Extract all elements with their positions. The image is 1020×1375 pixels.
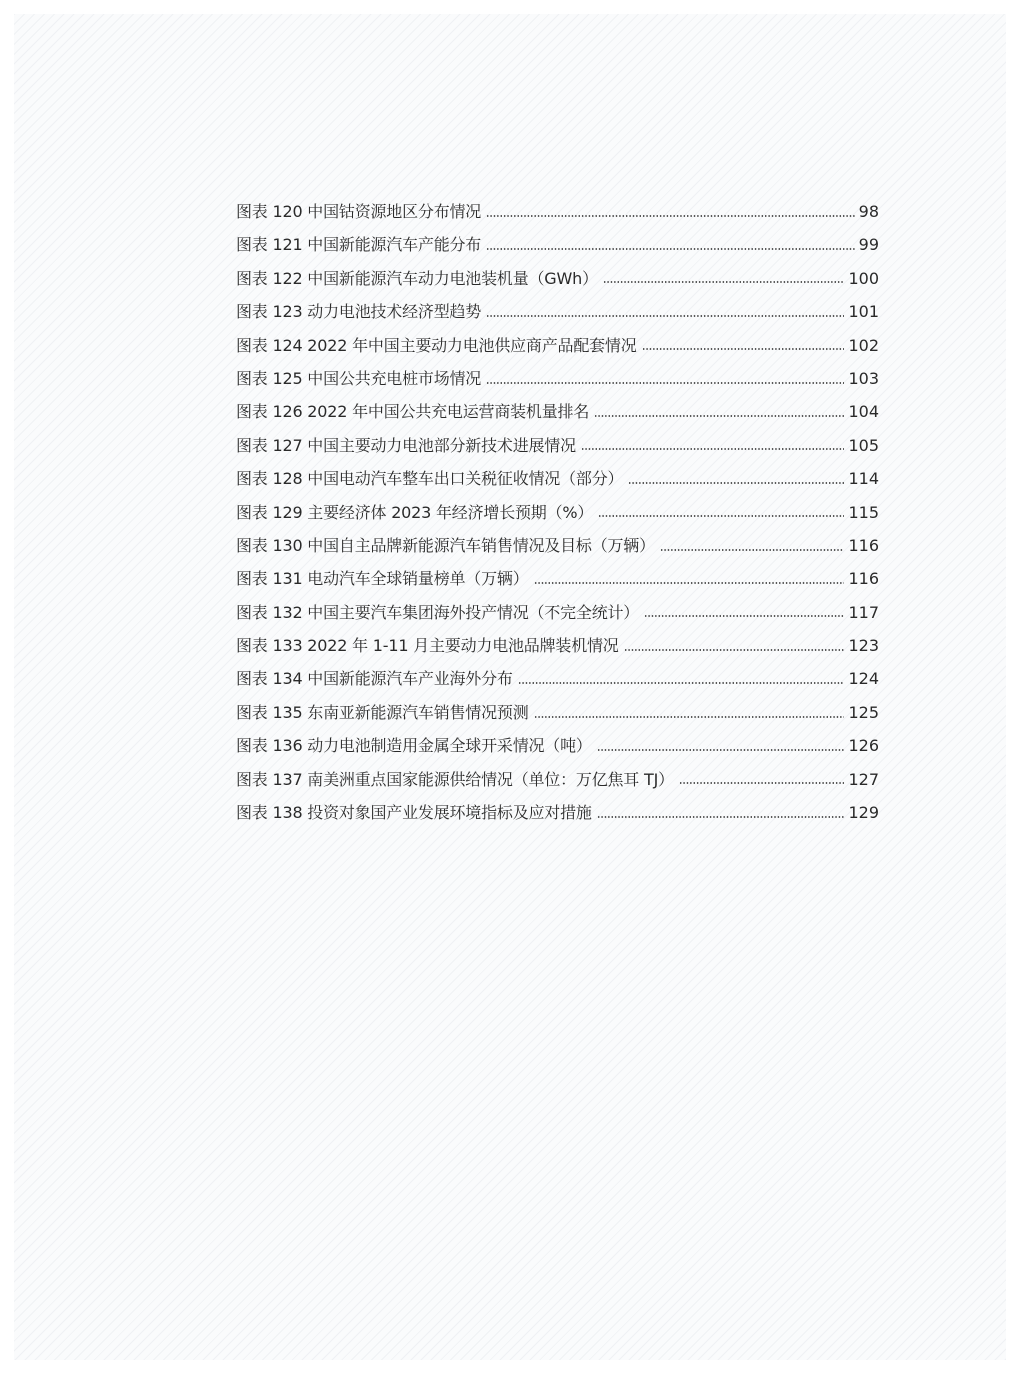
toc-entry[interactable] xyxy=(236,265,879,298)
toc-entry-label: 图表 127 中国主要动力电池部分新技术进展情况 xyxy=(236,435,576,455)
toc-leader-dots xyxy=(486,315,844,317)
toc-entry[interactable] xyxy=(236,699,879,732)
toc-entry-page: 114 xyxy=(848,469,879,489)
toc-leader-dots xyxy=(534,716,845,718)
toc-entry-page: 123 xyxy=(848,636,879,656)
toc-entry-label: 图表 132 中国主要汽车集团海外投产情况（不完全统计） xyxy=(236,602,640,622)
figure-index-list xyxy=(236,198,879,832)
toc-entry[interactable] xyxy=(236,231,879,264)
toc-leader-dots xyxy=(581,448,845,450)
toc-entry-label: 图表 129 主要经济体 2023 年经济增长预期（%） xyxy=(236,502,594,522)
toc-entry[interactable] xyxy=(236,465,879,498)
toc-entry[interactable] xyxy=(236,732,879,765)
toc-leader-dots xyxy=(660,549,845,551)
toc-leader-dots xyxy=(486,248,855,250)
toc-entry-page: 103 xyxy=(848,368,879,388)
toc-entry[interactable] xyxy=(236,632,879,665)
toc-entry-page: 126 xyxy=(848,736,879,756)
toc-leader-dots xyxy=(597,816,845,818)
toc-leader-dots xyxy=(624,649,845,651)
toc-entry[interactable] xyxy=(236,432,879,465)
toc-entry-page: 117 xyxy=(848,602,879,622)
toc-entry[interactable] xyxy=(236,766,879,799)
toc-leader-dots xyxy=(534,582,845,584)
toc-leader-dots xyxy=(518,682,845,684)
toc-entry-page: 129 xyxy=(848,803,879,823)
toc-entry[interactable] xyxy=(236,298,879,331)
toc-entry[interactable] xyxy=(236,398,879,431)
toc-entry-page: 127 xyxy=(848,769,879,789)
toc-entry-label: 图表 138 投资对象国产业发展环境指标及应对措施 xyxy=(236,803,592,823)
toc-entry-page: 98 xyxy=(858,202,879,221)
toc-entry-page: 115 xyxy=(848,502,879,522)
toc-entry-label: 图表 135 东南亚新能源汽车销售情况预测 xyxy=(236,702,529,722)
toc-entry-label: 图表 131 电动汽车全球销量榜单（万辆） xyxy=(236,569,529,589)
toc-entry[interactable] xyxy=(236,365,879,398)
toc-entry-page: 105 xyxy=(848,435,879,455)
toc-entry-label: 图表 136 动力电池制造用金属全球开采情况（吨） xyxy=(236,736,592,756)
toc-entry[interactable] xyxy=(236,599,879,632)
toc-entry-label: 图表 133 2022 年 1-11 月主要动力电池品牌装机情况 xyxy=(236,636,619,656)
toc-entry[interactable] xyxy=(236,499,879,532)
toc-leader-dots xyxy=(597,749,845,751)
toc-entry-page: 116 xyxy=(848,569,879,589)
toc-entry[interactable] xyxy=(236,565,879,598)
toc-entry-label: 图表 134 中国新能源汽车产业海外分布 xyxy=(236,669,513,689)
toc-entry-page: 99 xyxy=(858,235,879,255)
toc-entry-page: 116 xyxy=(848,535,879,555)
toc-leader-dots xyxy=(642,348,845,350)
toc-entry-page: 101 xyxy=(848,302,879,322)
toc-entry-label: 图表 137 南美洲重点国家能源供给情况（单位：万亿焦耳 TJ） xyxy=(236,769,674,789)
toc-entry-label: 图表 130 中国自主品牌新能源汽车销售情况及目标（万辆） xyxy=(236,535,655,555)
toc-entry-page: 102 xyxy=(848,335,879,355)
toc-entry[interactable] xyxy=(236,198,879,231)
toc-entry[interactable] xyxy=(236,799,879,832)
toc-entry-label: 图表 120 中国钴资源地区分布情况 xyxy=(236,202,482,221)
toc-leader-dots xyxy=(628,482,844,484)
toc-entry[interactable] xyxy=(236,665,879,698)
document-page xyxy=(14,14,1006,1360)
toc-entry-label: 图表 122 中国新能源汽车动力电池装机量（GWh） xyxy=(236,268,598,288)
toc-entry[interactable] xyxy=(236,332,879,365)
toc-leader-dots xyxy=(486,215,855,217)
toc-leader-dots xyxy=(486,382,844,384)
toc-entry[interactable] xyxy=(236,532,879,565)
toc-entry-label: 图表 128 中国电动汽车整车出口关税征收情况（部分） xyxy=(236,469,624,489)
toc-leader-dots xyxy=(598,515,844,517)
toc-entry-label: 图表 121 中国新能源汽车产能分布 xyxy=(236,235,482,255)
toc-entry-page: 100 xyxy=(848,268,879,288)
toc-leader-dots xyxy=(594,415,844,417)
toc-leader-dots xyxy=(603,281,845,283)
toc-leader-dots xyxy=(644,615,844,617)
toc-entry-page: 124 xyxy=(848,669,879,689)
toc-entry-label: 图表 126 2022 年中国公共充电运营商装机量排名 xyxy=(236,402,590,422)
toc-entry-label: 图表 123 动力电池技术经济型趋势 xyxy=(236,302,482,322)
toc-entry-page: 104 xyxy=(848,402,879,422)
toc-entry-page: 125 xyxy=(848,702,879,722)
toc-entry-label: 图表 125 中国公共充电桩市场情况 xyxy=(236,368,482,388)
toc-leader-dots xyxy=(679,782,845,784)
toc-entry-label: 图表 124 2022 年中国主要动力电池供应商产品配套情况 xyxy=(236,335,637,355)
